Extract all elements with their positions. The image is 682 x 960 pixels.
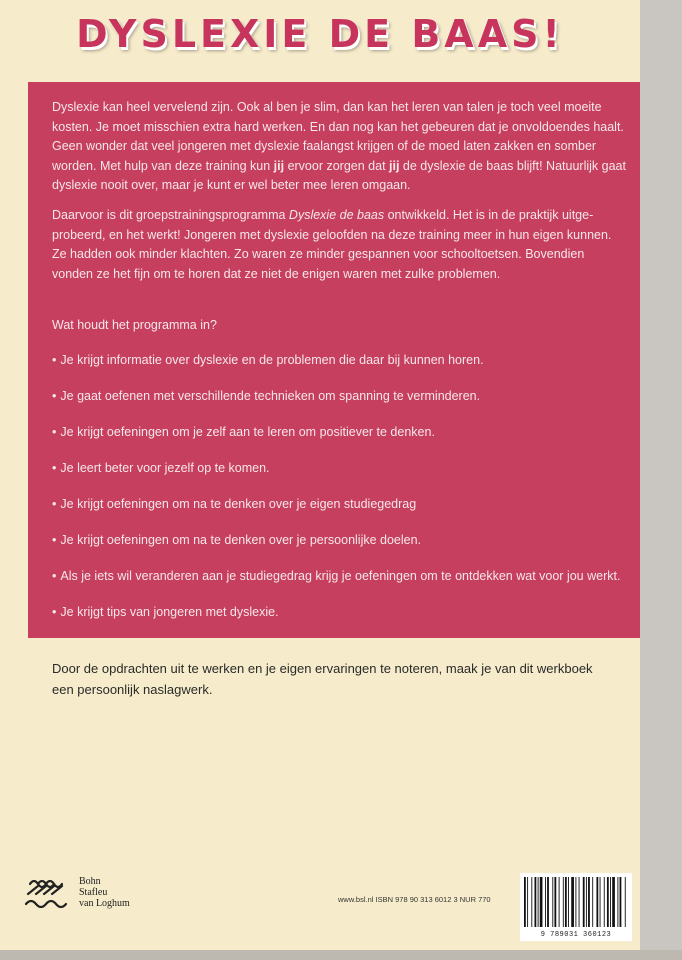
barcode-bar — [586, 877, 587, 927]
intro-text: Dyslexie kan heel vervelend zijn. Ook al ben je slim, dan kan het leren van talen je toch veel moeite kosten. Je moet misschien extra hard werken. En dan nog kan het gebeuren dat je onvoldoendes haalt. Geen wonder dat veel jongeren met dyslexie faalangst krijgen of de moed laten zakken en somber worden. Met hulp van deze training kun — [52, 100, 624, 173]
bullet-item — [52, 425, 435, 439]
publisher-line: Bohn — [79, 876, 101, 887]
book-title: DYSLEXIE DE BAAS! — [76, 12, 564, 56]
intro-paragraph-1 — [52, 98, 627, 196]
barcode-bar — [527, 877, 528, 927]
bullet-text: Je krijgt tips van jongeren met dyslexie. — [60, 605, 279, 619]
barcode-bar — [554, 877, 556, 927]
barcode-bar — [583, 877, 585, 927]
bullet-text: Je krijgt oefeningen om je zelf aan te leren om positiever te denken. — [60, 425, 435, 439]
bullet-text: Als je iets wil veranderen aan je studiegedrag krijg je oefeningen om te ontdekken wat voor jou werkt. — [60, 569, 621, 583]
barcode-bar — [579, 877, 580, 927]
bullet-icon: • — [52, 425, 57, 439]
barcode — [520, 873, 632, 941]
barcode-bar — [617, 877, 618, 927]
barcode-bar — [592, 877, 593, 927]
barcode-bar — [559, 877, 560, 927]
intro-text: de dyslexie de baas blijft! Natuurlijk gaat dyslexie nooit over, maar je kunt er wel beter mee leren omgaan. — [52, 158, 626, 192]
barcode-bar — [531, 877, 532, 927]
bullet-item — [52, 497, 416, 511]
page-edge-bottom — [0, 950, 682, 960]
intro-text: Daarvoor is dit groepstrainingsprogramma — [52, 208, 289, 222]
bullet-item — [52, 461, 270, 475]
barcode-bar — [625, 877, 626, 927]
bullet-text: Je gaat oefenen met verschillende technieken om spanning te verminderen. — [60, 389, 481, 403]
bullet-icon: • — [52, 497, 57, 511]
bullet-icon: • — [52, 461, 57, 475]
barcode-number: 9 789031 360123 — [540, 931, 612, 939]
bullet-item — [52, 533, 421, 547]
barcode-bar — [607, 877, 609, 927]
barcode-bar — [620, 877, 622, 927]
bullet-item — [52, 605, 279, 619]
bullet-text: Je krijgt oefeningen om na te denken over je persoonlijke doelen. — [60, 533, 422, 547]
barcode-bar — [596, 877, 598, 927]
barcode-bar — [524, 877, 526, 927]
intro-paragraph-2 — [52, 206, 627, 284]
barcode-bar — [600, 877, 601, 927]
barcode-bar — [568, 877, 569, 927]
program-title-italic: Dyslexie de baas — [288, 208, 385, 222]
barcode-bars — [520, 873, 632, 929]
bullet-item — [52, 389, 480, 403]
barcode-bar — [571, 877, 574, 927]
bullet-item — [52, 569, 620, 583]
barcode-bar — [545, 877, 546, 927]
publisher-line: van Loghum — [79, 898, 130, 909]
publisher-name — [79, 876, 130, 909]
barcode-bar — [565, 877, 567, 927]
program-question: Wat houdt het programma in? — [52, 318, 217, 332]
intro-text: ontwikkeld. Het is in de praktijk uitge-probeerd, en het werkt! Jongeren met dyslexie geloofden na deze training meer in hun eigen kunnen. Ze hadden ook minder klachten. Zo waren ze minder gespannen voor schooltoetsen. Bovendien vonden ze het fijn om te horen dat ze niet de enigen waren met zulke problemen. — [52, 208, 612, 281]
blurb-panel — [28, 82, 640, 638]
barcode-bar — [563, 877, 564, 927]
bullet-icon: • — [52, 389, 57, 403]
isbn-info: www.bsl.nl ISBN 978 90 313 6012 3 NUR 770 — [338, 895, 491, 904]
bullet-icon: • — [52, 353, 57, 367]
barcode-bar — [535, 877, 537, 927]
intro-text: ervoor zorgen dat — [284, 158, 390, 173]
bsl-logo-icon — [24, 874, 72, 910]
barcode-bar — [610, 877, 611, 927]
bullet-item — [52, 353, 484, 367]
barcode-bar — [538, 877, 539, 927]
emphasis-jij: jij — [389, 158, 400, 173]
barcode-bar — [604, 877, 605, 927]
barcode-bar — [540, 877, 543, 927]
page-edge-right — [640, 0, 682, 960]
publisher-line: Stafleu — [79, 887, 108, 898]
barcode-bar — [575, 877, 576, 927]
closing-paragraph: Door de opdrachten uit te werken en je eigen ervaringen te noteren, maak je van dit werkboek een persoonlijk naslagwerk. — [52, 661, 593, 697]
bullet-text: Je leert beter voor jezelf op te komen. — [60, 461, 270, 475]
barcode-bar — [588, 877, 590, 927]
barcode-bar — [547, 877, 549, 927]
bullet-icon: • — [52, 533, 57, 547]
bullet-text: Je krijgt informatie over dyslexie en de problemen die daar bij kunnen horen. — [60, 353, 484, 367]
barcode-bar — [552, 877, 553, 927]
bullet-text: Je krijgt oefeningen om na te denken over je eigen studiegedrag — [60, 497, 417, 511]
barcode-bar — [612, 877, 615, 927]
bullet-icon: • — [52, 569, 57, 583]
emphasis-jij: jij — [273, 158, 285, 173]
bullet-icon: • — [52, 605, 57, 619]
